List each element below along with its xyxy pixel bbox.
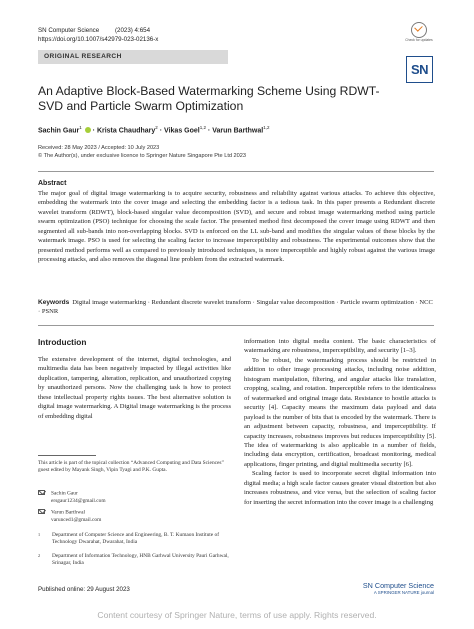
contact-author — [38, 509, 101, 524]
contact-name: Sachin Gaur — [51, 490, 78, 497]
body-paragraph: information into digital media content. The basic characteristics of watermarking are robustness, imperceptibility, and security [1–3]. — [244, 338, 436, 355]
copyright-line: © The Author(s), under exclusive licence to Springer Nature Singapore Pte Ltd 2023 — [38, 152, 246, 159]
keywords-label: Keywords — [38, 299, 70, 306]
author-name[interactable]: Vikas Goel — [164, 127, 200, 135]
courtesy-watermark: Content courtesy of Springer Nature, terms of use apply. Rights reserved. — [97, 610, 377, 620]
affiliation — [38, 532, 238, 546]
author-list: Sachin Gaur$^1$ · Krista Chaudhary$^2$ · Vikas Goel$^{1,2}$ · Varun Barthwal$^{1,2}$ — [38, 125, 270, 135]
author-name[interactable]: Krista Chaudhary — [96, 127, 156, 135]
author-affil-sup: 1,2 — [263, 125, 270, 130]
author-affil-sup: 1,2 — [199, 125, 206, 130]
affiliation-text: Department of Computer Science and Engineering, B. T. Kumaon Institute of Technology Dwarahat, Dwarahat, India — [52, 532, 220, 546]
collection-footnote: This article is part of the topical collection “Advanced Computing and Data Sciences” guest edited by Mayank Singh, Vipin Tyagi and P.K. Gupta. — [38, 460, 224, 474]
abstract-text: The major goal of digital image watermarking is to acquire security, robustness and reliability against various attacks. To achieve this objective, embedding the watermark into the cover image and selecting the embedding factor is a tedious task. In this paper presents a Redundant discrete wavelet transform (RDWT), block-based singular value decomposition (SVD), and secure and robust image watermarking method using particle swarm optimization (PSO) technique for choosing the scale factor. The presented method first decomposed the cover image using RDWT and then segmented all sub-bands into non-overlapping blocks. SVD is enforced on the LL sub-band and modifies the singular values of these blocks by the watermark image. PSO is used for selecting the scaling factor to increase imperceptibility and robustness. The experimental outcomes show that the presented method performs well as compared to previously introduced techniques, is more imperceptible and highly robust against the various image processing attacks, and also removes the diagonal line problem from the extracted watermark. — [38, 190, 435, 263]
contact-email[interactable]: varunced1@gmail.com — [51, 516, 102, 523]
divider — [38, 325, 434, 326]
envelope-icon — [38, 509, 45, 514]
contact-name: Varun Barthwal — [51, 509, 85, 516]
footer-journal-name: SN Computer Science — [362, 581, 434, 590]
body-paragraph: To be robust, the watermarking process should be restricted in addition to other image processing attacks, including noise addition, histogram manipulation, filtering, and angular attacks like translation, cropping, scaling, and rotation. Imperceptible refers to the identicalness of watermarked and original image data. Resistance to hostile attacks is security [4]. Capacity means the maximum data payload and data payload is the number of bits that is encoded by the watermark. There is an adjustment between capacity, robustness, and imperceptibility. If capacity increases, robustness improves but reduces imperceptibility [5]. The idea of watermarking is also applicable in a number of fields, including data encryption, certification, broadcast monitoring, medical applications, finger printing, and digital multimedia security [6]. — [244, 356, 436, 468]
affiliation-text: Department of Information Technology, HNB Garhwal University Pauri Garhwal, Srinagar, India — [52, 553, 229, 567]
divider — [38, 171, 434, 172]
body-column-left — [38, 355, 231, 421]
section-label: ORIGINAL RESEARCH — [44, 53, 122, 60]
affiliation-number: 1 — [38, 532, 41, 537]
envelope-icon — [38, 490, 45, 495]
article-title: An Adaptive Block-Based Watermarking Scheme Using RDWT-SVD and Particle Swarm Optimization — [38, 84, 380, 113]
contact-email[interactable]: ersgaur1234@gmail.com — [51, 497, 106, 504]
author-affil-sup: 1 — [79, 125, 82, 130]
journal-name: SN Computer Science — [38, 27, 100, 34]
abstract-heading: Abstract — [38, 180, 67, 187]
doi-link[interactable]: https://doi.org/10.1007/s42979-023-02136-x — [38, 36, 159, 43]
affiliation — [38, 553, 238, 567]
author-affil-sup: 2 — [155, 125, 158, 130]
journal-logo — [406, 56, 433, 83]
logo-text: SN — [410, 62, 429, 77]
published-date: Published online: 29 August 2023 — [38, 586, 130, 593]
footnote-rule — [38, 455, 96, 456]
body-column-right — [244, 337, 436, 507]
journal-header — [38, 27, 150, 34]
footer-publisher: A SPRINGER NATURE journal — [373, 590, 434, 595]
check-updates-icon — [411, 22, 427, 38]
article-dates — [38, 145, 246, 160]
author-name[interactable]: Varun Barthwal — [212, 127, 264, 135]
introduction-heading: Introduction — [38, 337, 87, 347]
contact-author — [38, 490, 106, 505]
keywords-text: Digital image watermarking · Redundant discrete wavelet transform · Singular value decomposition · Particle swarm optimization · NCC · PSNR — [38, 299, 433, 316]
received-accepted: Received: 28 May 2023 / Accepted: 10 July 2023 — [38, 145, 160, 151]
author-name[interactable]: Sachin Gaur — [38, 127, 80, 135]
body-paragraph: Scaling factor is used to incorporate secret digital information into digital media; a high scale factor causes greater visual distortion but also increases robustness, and vice versa, but the selection of scaling factor for inserting the secret information into the cover image is a challenging — [244, 470, 436, 506]
volume-info: (2023) 4:654 — [114, 27, 151, 34]
check-updates-label: Check for updates — [405, 38, 433, 42]
affiliation-number: 2 — [38, 553, 41, 558]
check-for-updates-badge[interactable] — [405, 22, 433, 50]
body-paragraph: The extensive development of the internet, digital technologies, and multimedia data has been negatively impacted by illegal activities like duplication, tampering, alteration, replication, and unauthorized copying by unauthorized persons. Now the challenging task is how to protect these intellectual property rights issues. The best alternative solution is digital image watermarking. A Digital image watermarking is the process of embedding digital — [38, 356, 231, 420]
section-label-bar — [38, 50, 228, 64]
keywords — [38, 298, 435, 317]
orcid-icon[interactable] — [85, 127, 91, 133]
